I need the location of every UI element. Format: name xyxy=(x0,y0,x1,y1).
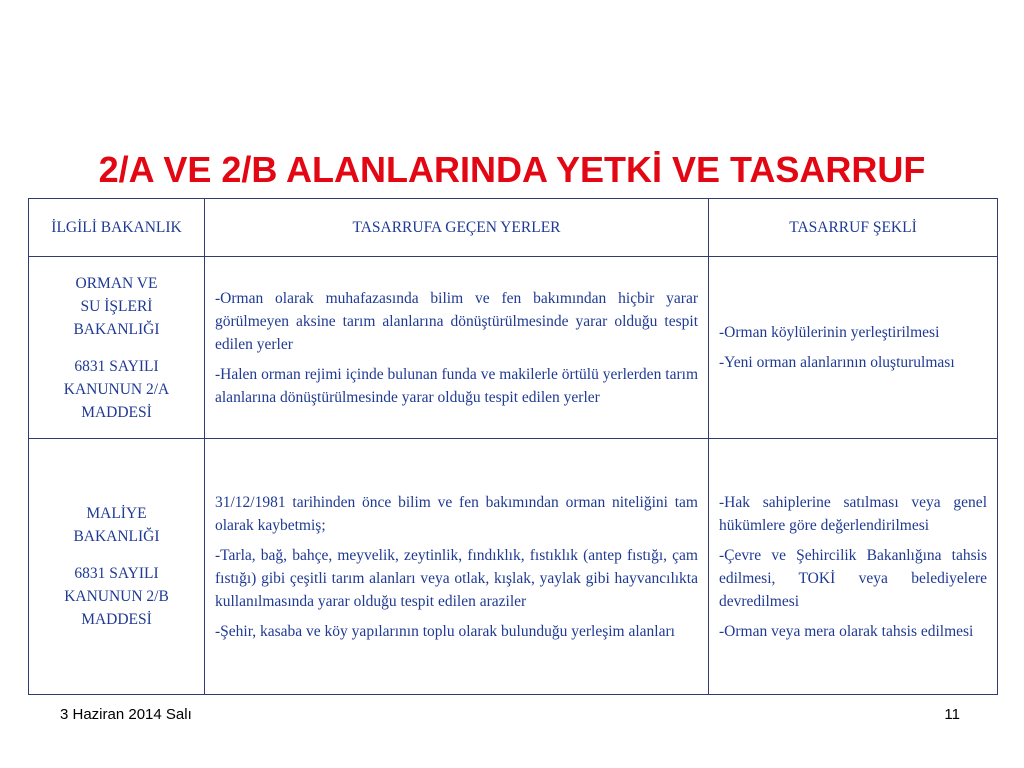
table-header-row xyxy=(29,199,998,257)
page-number: 11 xyxy=(944,706,960,723)
header-method: TASARRUF ŞEKLİ xyxy=(709,199,998,257)
ministry-line: MADDESİ xyxy=(81,611,152,628)
ministry-line: MALİYE xyxy=(86,505,147,522)
method-item: -Hak sahiplerine satılması veya genel hükümlere göre değerlendirilmesi xyxy=(719,493,987,534)
authority-table xyxy=(28,198,998,695)
ministry-line: KANUNUN 2/B xyxy=(64,588,169,605)
method-item: -Orman köylülerinin yerleştirilmesi xyxy=(719,324,940,341)
ministry-line: ORMAN VE xyxy=(75,274,158,292)
method-cell xyxy=(709,257,998,439)
ministry-cell xyxy=(29,439,205,695)
table-row xyxy=(29,439,998,695)
footer-date: 3 Haziran 2014 Salı xyxy=(60,706,192,723)
slide-title: 2/A VE 2/B ALANLARINDA YETKİ VE TASARRUF xyxy=(98,149,926,190)
method-item: -Yeni orman alanlarının oluşturulması xyxy=(719,354,955,371)
ministry-line: 6831 SAYILI xyxy=(74,565,159,582)
table-row xyxy=(29,257,998,439)
method-item: -Çevre ve Şehircilik Bakanlığına tahsis edilmesi, TOKİ veya belediyelere devredilmesi xyxy=(719,546,987,610)
place-item: 31/12/1981 tarihinden önce bilim ve fen bakımından orman niteliğini tam olarak kaybetmiş; xyxy=(215,493,698,534)
places-cell xyxy=(205,439,709,695)
place-item: -Halen orman rejimi içinde bulunan funda ve makilerle örtülü yerlerden tarım alanlarına dönüştürülmesinde yarar olduğu tespit edilen yerler xyxy=(215,365,698,406)
header-ministry: İLGİLİ BAKANLIK xyxy=(29,199,205,257)
ministry-line: SU İŞLERİ xyxy=(80,297,153,315)
ministry-line: KANUNUN 2/A xyxy=(63,380,170,398)
ministry-line: BAKANLIĞI xyxy=(73,320,160,338)
ministry-cell xyxy=(29,257,205,439)
place-item: -Şehir, kasaba ve köy yapılarının toplu olarak bulunduğu yerleşim alanları xyxy=(215,622,675,640)
method-cell xyxy=(709,439,998,695)
place-item: -Tarla, bağ, bahçe, meyvelik, zeytinlik, fındıklık, fıstıklık (antep fıstığı, çam fıstığı) gibi çeşitli tarım alanları veya otlak, kışlak, yaylak gibi hayvancılıkta kullanılmasında yarar olduğu tespit edilen araziler xyxy=(215,546,698,610)
place-item: -Orman olarak muhafazasında bilim ve fen bakımından hiçbir yarar görülmeyen aksine tarım alanlarına dönüştürülmesinde yarar olduğu tespit edilen yerler xyxy=(215,289,698,353)
ministry-line: 6831 SAYILI xyxy=(74,357,159,375)
ministry-line: MADDESİ xyxy=(81,403,152,421)
method-item: -Orman veya mera olarak tahsis edilmesi xyxy=(719,622,974,640)
places-cell xyxy=(205,257,709,439)
ministry-line: BAKANLIĞI xyxy=(73,528,160,545)
header-places: TASARRUFA GEÇEN YERLER xyxy=(205,199,709,257)
